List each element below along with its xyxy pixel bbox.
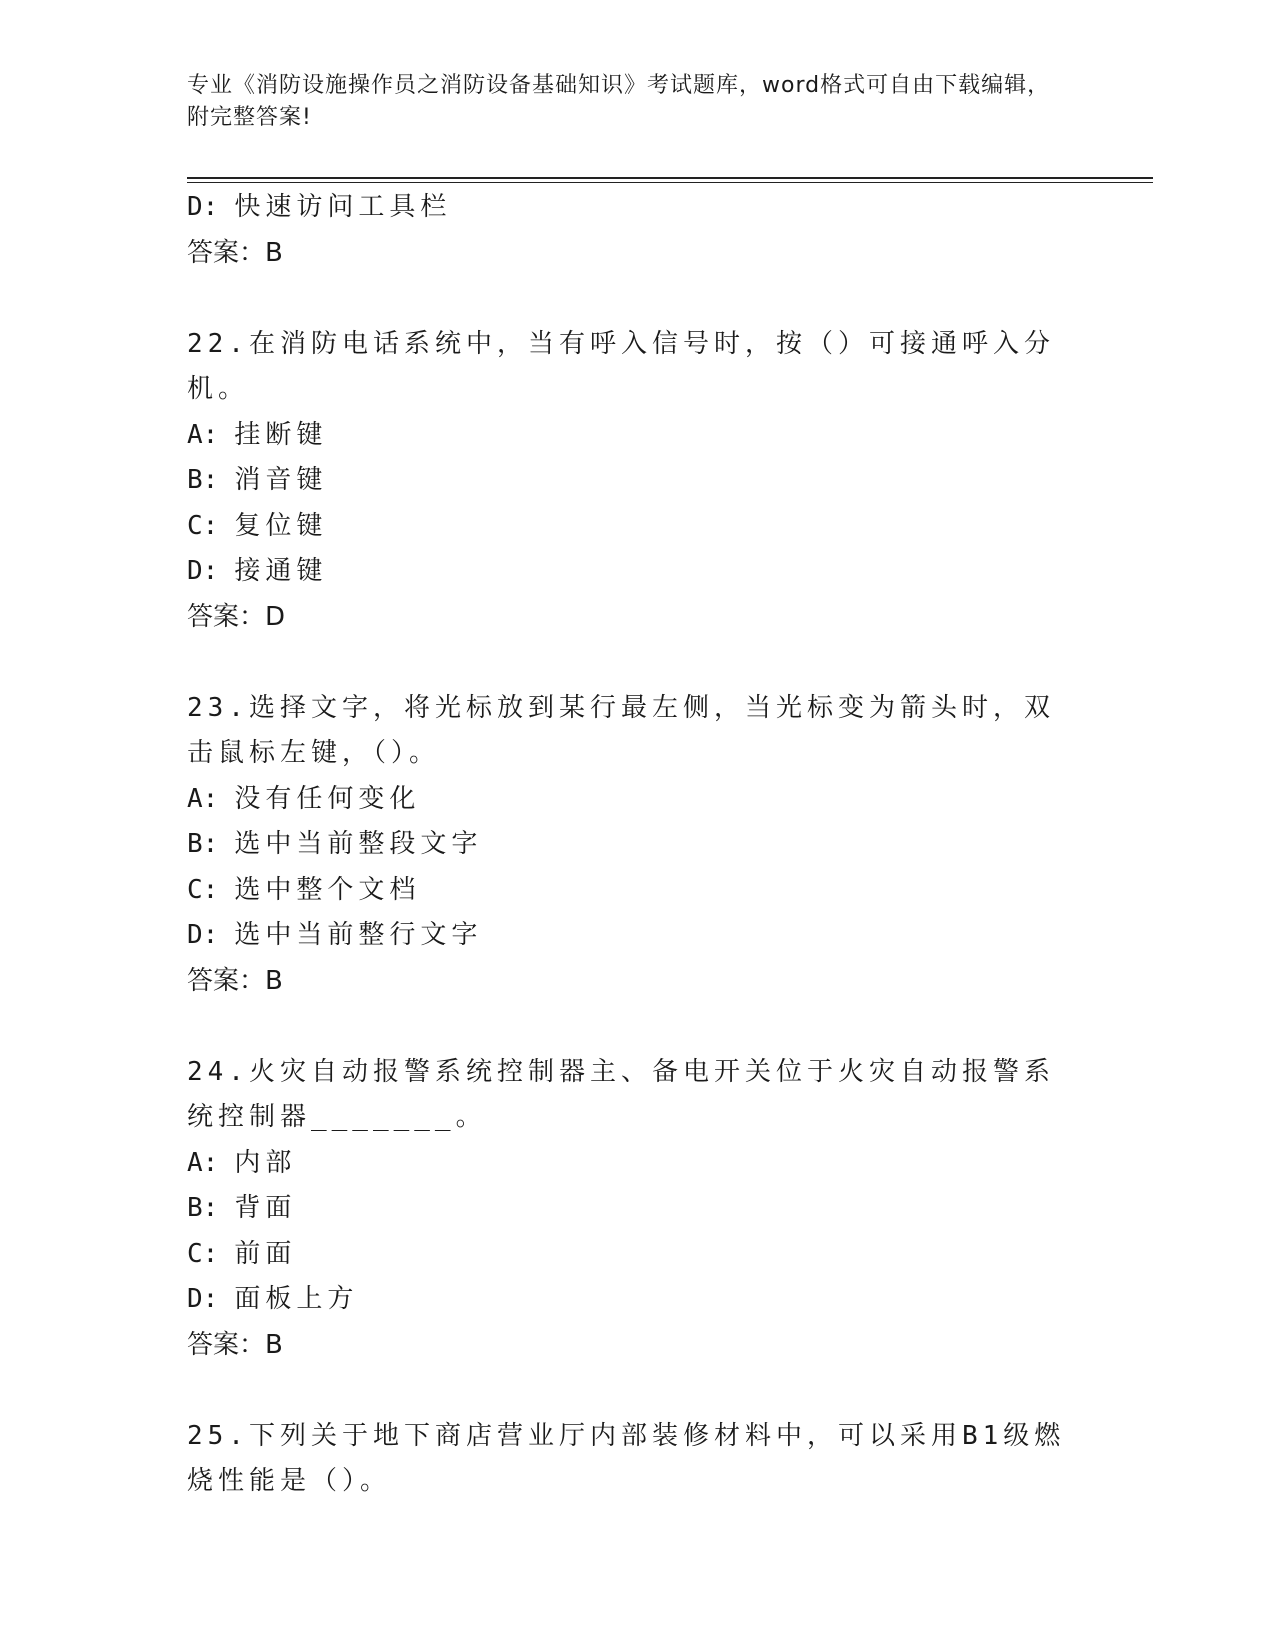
option-b <box>187 458 1087 504</box>
question-text: 23.选择文字，将光标放到某行最左侧，当光标变为箭头时，双击鼠标左键，（）。 <box>187 692 1055 768</box>
question-block <box>187 322 1087 641</box>
answer-line: 答案：D <box>187 601 286 632</box>
option-c <box>187 1232 1087 1278</box>
question-text: 25.下列关于地下商店营业厅内部装修材料中，可以采用B1级燃烧性能是（）。 <box>187 1420 1066 1496</box>
option-label: B: <box>187 465 219 495</box>
question-text: 22.在消防电话系统中，当有呼入信号时，按（）可接通呼入分机。 <box>187 328 1055 404</box>
spacer <box>187 276 1087 322</box>
option-text: 选中整个文档 <box>234 874 421 905</box>
option-label: A: <box>187 419 219 450</box>
spacer <box>187 1368 1087 1414</box>
option-label: B: <box>187 1193 219 1223</box>
option-text: 挂断键 <box>234 419 328 450</box>
option-text: 没有任何变化 <box>234 783 421 814</box>
option-d <box>187 913 1087 959</box>
spacer <box>187 1004 1087 1050</box>
option-label: D: <box>187 192 219 222</box>
option-a <box>187 777 1087 823</box>
option-label: A: <box>187 783 219 814</box>
option-b <box>187 822 1087 868</box>
option-d <box>187 185 1087 231</box>
header-rule-thick <box>187 177 1153 179</box>
option-c <box>187 868 1087 914</box>
header-rule-thin <box>187 182 1153 183</box>
option-d <box>187 549 1087 595</box>
spacer <box>187 640 1087 686</box>
option-text: 背面 <box>234 1193 297 1223</box>
option-b <box>187 1186 1087 1232</box>
option-text: 前面 <box>234 1238 297 1269</box>
option-a <box>187 413 1087 459</box>
option-label: D: <box>187 920 219 950</box>
answer-line: 答案：B <box>187 1329 283 1360</box>
option-c <box>187 504 1087 550</box>
answer-line: 答案：B <box>187 965 283 996</box>
option-label: D: <box>187 556 219 586</box>
option-label: A: <box>187 1147 219 1178</box>
option-text: 内部 <box>234 1147 297 1178</box>
option-label: C: <box>187 874 219 905</box>
question-block <box>187 1050 1087 1369</box>
option-a <box>187 1141 1087 1187</box>
question-text: 24.火灾自动报警系统控制器主、备电开关位于火灾自动报警系统控制器_______。 <box>187 1056 1055 1132</box>
option-label: C: <box>187 510 219 541</box>
answer-line: 答案：B <box>187 237 283 268</box>
question-block <box>187 686 1087 1005</box>
option-d <box>187 1277 1087 1323</box>
option-label: C: <box>187 1238 219 1269</box>
option-text: 面板上方 <box>234 1284 359 1314</box>
option-label: B: <box>187 829 219 859</box>
option-label: D: <box>187 1284 219 1314</box>
page-header: 专业《消防设施操作员之消防设备基础知识》考试题库，word格式可自由下载编辑，附完整答案! <box>187 73 1051 130</box>
option-text: 接通键 <box>234 556 328 586</box>
document-body <box>187 185 1087 1505</box>
option-text: 选中当前整段文字 <box>234 829 483 859</box>
option-text: 快速访问工具栏 <box>234 192 452 222</box>
option-text: 消音键 <box>234 465 328 495</box>
question-block <box>187 1414 1087 1505</box>
option-text: 复位键 <box>234 510 328 541</box>
option-text: 选中当前整行文字 <box>234 920 483 950</box>
